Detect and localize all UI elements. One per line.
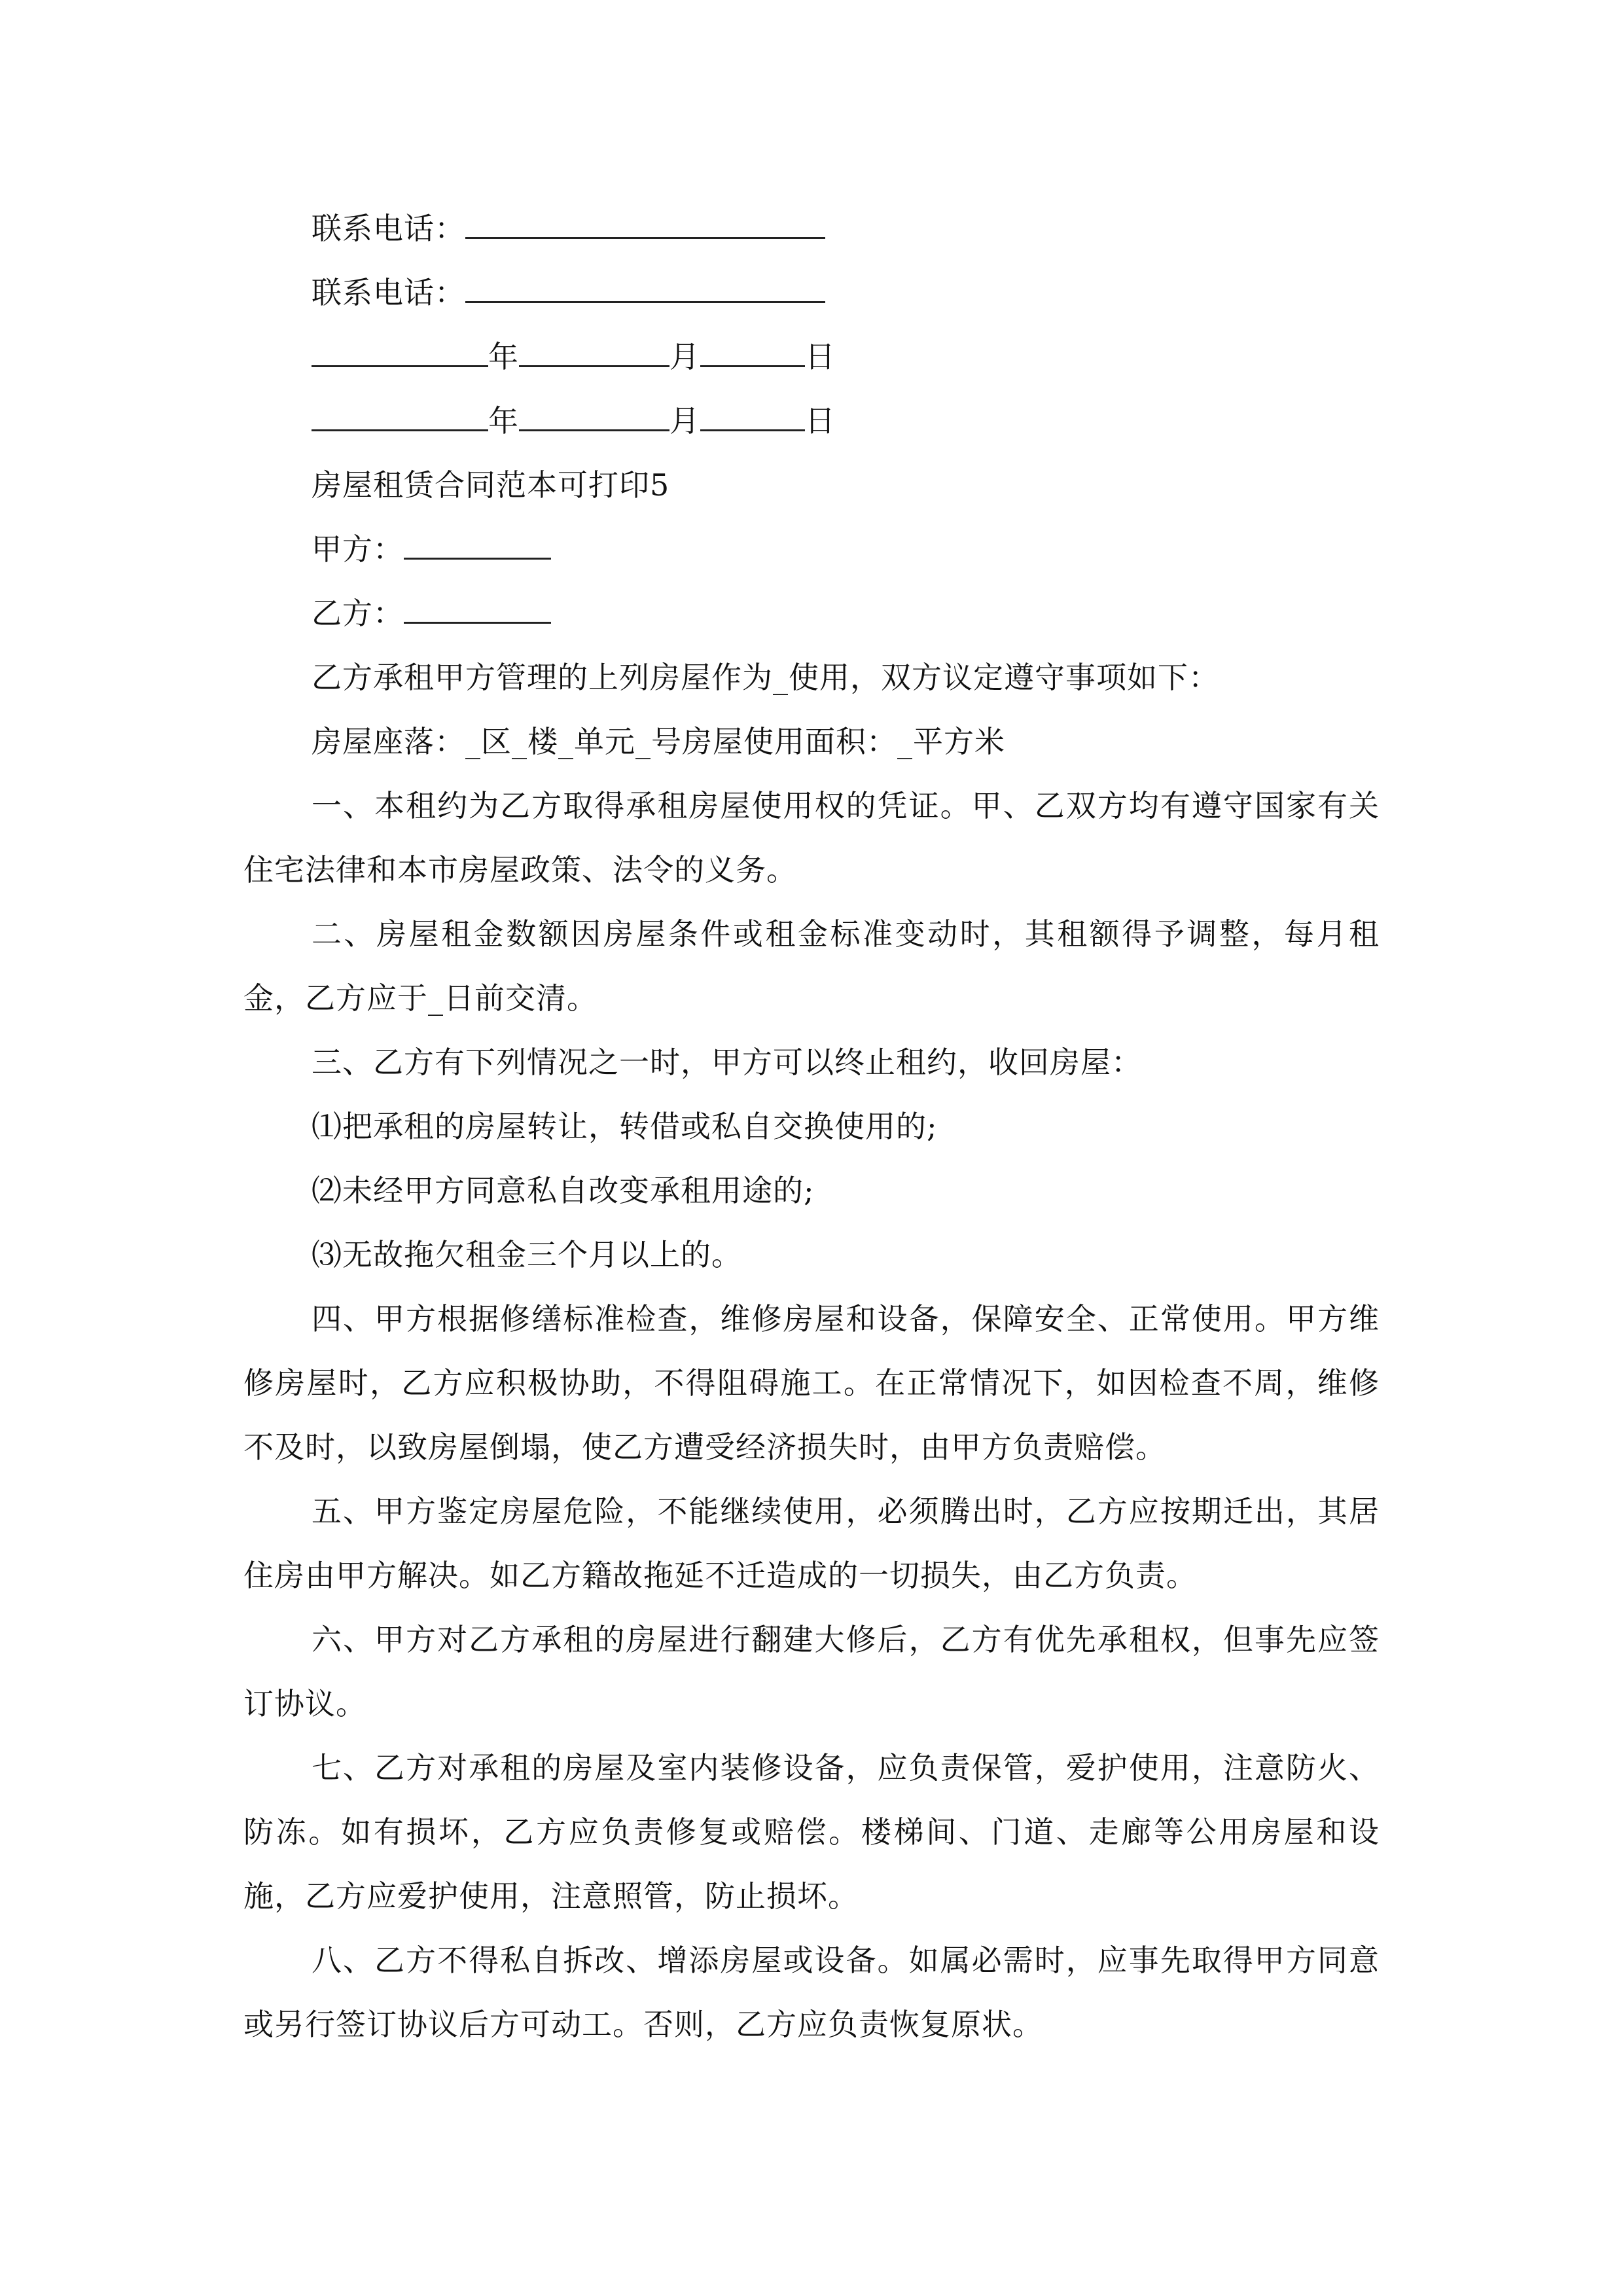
month-blank xyxy=(519,329,669,367)
year-blank xyxy=(312,393,488,431)
contact-label: 联系电话： xyxy=(312,211,465,246)
clause-3: 三、乙方有下列情况之一时，甲方可以终止租约，收回房屋： xyxy=(312,1045,1142,1080)
party-a-line xyxy=(243,517,1380,581)
year-blank xyxy=(312,329,488,367)
date-line-1 xyxy=(243,325,1380,389)
clause-8: 八、乙方不得私自拆改、增添房屋或设备。如属必需时，应事先取得甲方同意或另行签订协议后方可动工。否则，乙方应负责恢复原状。 xyxy=(243,1943,1380,2042)
contact-blank xyxy=(465,264,825,303)
document-title: 房屋租赁合同范本可打印5 xyxy=(312,467,670,503)
party-a-blank xyxy=(404,521,551,560)
clause-7: 七、乙方对承租的房屋及室内装修设备，应负责保管，爱护使用，注意防火、防冻。如有损坏，乙方应负责修复或赔偿。楼梯间、门道、走廊等公用房屋和设施，乙方应爱护使用，注意照管，防止损坏。 xyxy=(243,1750,1380,1914)
clause-5: 五、甲方鉴定房屋危险，不能继续使用，必须腾出时，乙方应按期迁出，其居住房由甲方解决。如乙方籍故拖延不迁造成的一切损失，由乙方负责。 xyxy=(243,1494,1380,1593)
year-label: 年 xyxy=(488,339,519,374)
contact-blank xyxy=(465,200,825,239)
clause-4: 四、甲方根据修缮标准检查，维修房屋和设备，保障安全、正常使用。甲方维修房屋时，乙方应积极协助，不得阻碍施工。在正常情况下，如因检查不周，维修不及时，以致房屋倒塌，使乙方遭受经济损失时，由甲方负责赔偿。 xyxy=(243,1301,1380,1465)
month-label: 月 xyxy=(669,339,700,374)
day-blank xyxy=(700,329,805,367)
month-label: 月 xyxy=(669,403,700,439)
clause-6: 六、甲方对乙方承租的房屋进行翻建大修后，乙方有优先承租权，但事先应签订协议。 xyxy=(243,1622,1380,1721)
day-label: 日 xyxy=(805,339,836,374)
location-line: 房屋座落：_区_楼_单元_号房屋使用面积：_平方米 xyxy=(312,724,1005,759)
clause-3-item-3: ⑶无故拖欠租金三个月以上的。 xyxy=(312,1237,742,1272)
clause-1: 一、本租约为乙方取得承租房屋使用权的凭证。甲、乙双方均有遵守国家有关住宅法律和本市房屋政策、法令的义务。 xyxy=(243,788,1380,888)
day-label: 日 xyxy=(805,403,836,439)
month-blank xyxy=(519,393,669,431)
contact-label: 联系电话： xyxy=(312,275,465,310)
party-b-label: 乙方： xyxy=(312,596,404,631)
day-blank xyxy=(700,393,805,431)
clause-2: 二、房屋租金数额因房屋条件或租金标准变动时，其租额得予调整，每月租金，乙方应于_日前交清。 xyxy=(243,916,1380,1016)
date-line-2 xyxy=(243,389,1380,453)
intro-line: 乙方承租甲方管理的上列房屋作为_使用，双方议定遵守事项如下： xyxy=(312,660,1219,695)
document-body xyxy=(243,196,1380,2056)
contact-line-2 xyxy=(243,260,1380,325)
clause-3-item-1: ⑴把承租的房屋转让，转借或私自交换使用的; xyxy=(312,1109,938,1144)
clause-3-item-2: ⑵未经甲方同意私自改变承租用途的; xyxy=(312,1173,815,1208)
party-b-blank xyxy=(404,585,551,624)
contact-line-1 xyxy=(243,196,1380,260)
year-label: 年 xyxy=(488,403,519,439)
party-a-label: 甲方： xyxy=(312,531,404,567)
party-b-line xyxy=(243,581,1380,645)
